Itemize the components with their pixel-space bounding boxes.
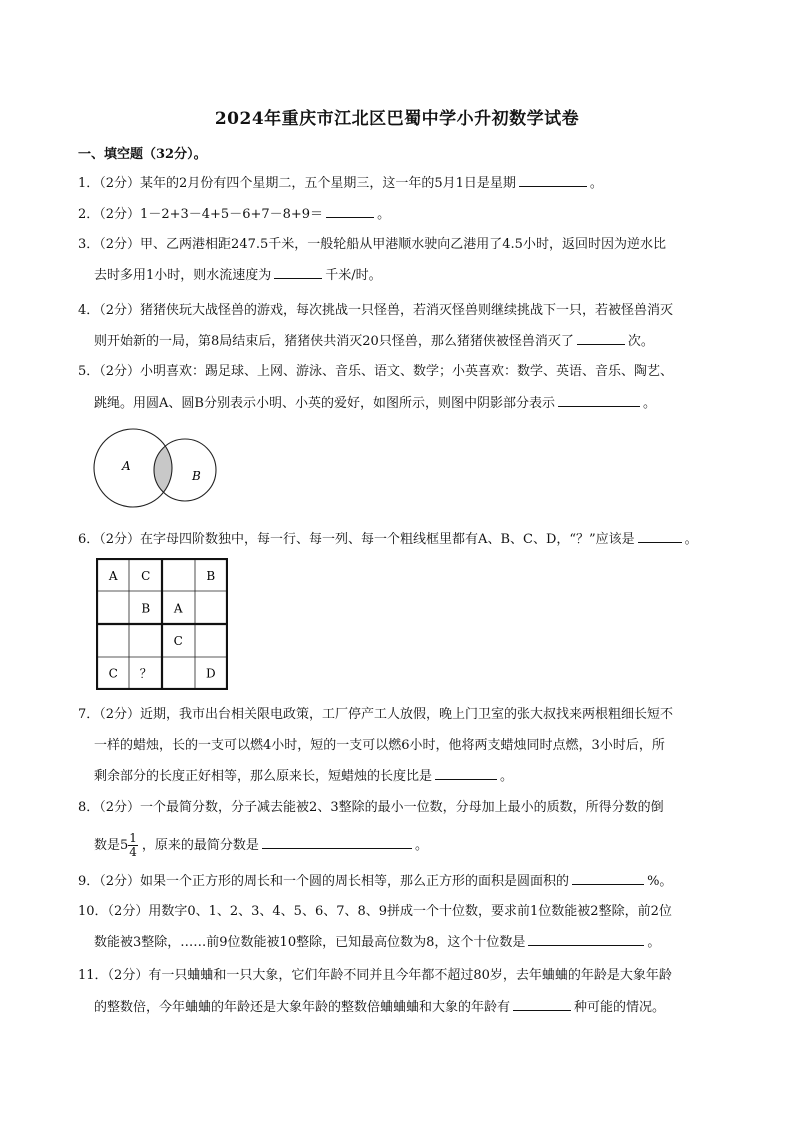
- question-5: [78, 363, 673, 381]
- question-text: 数是5: [94, 838, 129, 853]
- question-text: （2分）1－2+3－4+5－6+7－8+9＝: [99, 207, 324, 222]
- question-text: 数能被3整除，……前9位数能被10整除，已知最高位数为8，这个十位数是: [94, 935, 526, 950]
- question-3-cont: [94, 266, 382, 285]
- mixed-fraction: [128, 832, 138, 859]
- question-4-cont: [94, 332, 654, 351]
- question-number: 7．: [78, 707, 100, 722]
- question-11: [78, 967, 672, 985]
- question-text: ，原来的最简分数是: [141, 838, 259, 853]
- question-text-end: 。: [684, 532, 698, 547]
- question-number: 10．: [78, 904, 108, 919]
- question-text: （2分）在字母四阶数独中，每一行、每一列、每一个粗线框里都有A、B、C、D，“？”应该是: [99, 532, 635, 547]
- question-text: （2分）如果一个正方形的周长和一个圆的周长相等，那么正方形的面积是圆面积的: [99, 874, 570, 889]
- question-number: 4．: [78, 303, 100, 318]
- fraction-denominator: 4: [129, 845, 137, 859]
- question-2: [78, 205, 390, 224]
- answer-blank[interactable]: [638, 530, 682, 543]
- question-5-cont: [94, 394, 656, 413]
- answer-blank[interactable]: [262, 836, 412, 849]
- sudoku-cell: A: [173, 601, 183, 616]
- question-7-cont2: [94, 767, 513, 786]
- answer-blank[interactable]: [274, 266, 322, 279]
- question-text-end: %。: [647, 874, 673, 889]
- question-11-cont: [94, 998, 665, 1017]
- question-8-cont: [94, 831, 428, 861]
- question-text: 剩余部分的长度正好相等，那么原来长，短蜡烛的长度比是: [94, 769, 433, 784]
- question-text: 则开始新的一局，第8局结束后，猪猪侠共消灭20只怪兽，那么猪猪侠被怪兽消灭了: [94, 334, 574, 349]
- question-number: 2．: [78, 207, 100, 222]
- question-number: 9．: [78, 874, 100, 889]
- question-7: [78, 706, 673, 724]
- answer-blank[interactable]: [558, 394, 640, 407]
- question-3: [78, 236, 666, 254]
- question-text-end: 。: [414, 838, 428, 853]
- question-8: [78, 799, 664, 817]
- answer-blank[interactable]: [572, 872, 644, 885]
- question-text-end: 。: [647, 935, 661, 950]
- question-text: （2分）有一只蛐蛐和一只大象，它们年龄不同并且今年都不超过80岁，去年蛐蛐的年龄是大象年龄: [107, 968, 672, 983]
- question-text: （2分）某年的2月份有四个星期二，五个星期三，这一年的5月1日是星期: [99, 176, 516, 191]
- question-text: 的整数倍，今年蛐蛐的年龄还是大象年龄的整数倍蛐蛐蛐和大象的年龄有: [94, 1000, 511, 1015]
- question-number: 3．: [78, 237, 100, 252]
- answer-blank[interactable]: [528, 933, 644, 946]
- question-text: （2分）近期，我市出台相关限电政策，工厂停产工人放假，晚上门卫室的张大叔找来两根粗细长短不: [99, 707, 674, 722]
- answer-blank[interactable]: [435, 767, 497, 780]
- sudoku-cell: D: [205, 666, 216, 681]
- sudoku-cell: C: [108, 666, 118, 681]
- question-text-end: 次。: [627, 334, 654, 349]
- question-number: 8．: [78, 800, 100, 815]
- page-title: 2024年重庆市江北区巴蜀中学小升初数学试卷: [214, 109, 580, 129]
- question-text-end: 。: [589, 176, 603, 191]
- question-6: [78, 530, 698, 549]
- sudoku-cell: A: [108, 568, 118, 583]
- sudoku-cell: C: [173, 633, 183, 648]
- sudoku-cell: B: [206, 568, 216, 583]
- question-7-cont: [94, 737, 665, 755]
- question-text: （2分）小明喜欢：踢足球、上网、游泳、音乐、语文、数学；小英喜欢：数学、英语、音乐、陶艺、: [99, 364, 674, 379]
- question-1: [78, 174, 603, 193]
- question-text: 一样的蜡烛，长的一支可以燃4小时，短的一支可以燃6小时，他将两支蜡烛同时点燃，3小时后，所: [94, 738, 665, 753]
- question-4: [78, 302, 673, 320]
- answer-blank[interactable]: [577, 332, 625, 345]
- question-text: （2分）一个最简分数，分子减去能被2、3整除的最小一位数，分母加上最小的质数，所得分数的倒: [99, 800, 664, 815]
- answer-blank[interactable]: [519, 174, 587, 187]
- question-number: 6．: [78, 532, 100, 547]
- section-heading: 一、填空题（32分）。: [78, 147, 207, 162]
- sudoku-cell: B: [141, 601, 151, 616]
- question-text: （2分）用数字0、1、2、3、4、5、6、7、8、9拼成一个十位数，要求前1位数能被2整除，前2位: [107, 904, 672, 919]
- label-b: B: [192, 469, 201, 483]
- question-text: 跳绳。用圆A、圆B分别表示小明、小英的爱好，如图所示，则图中阴影部分表示: [94, 396, 555, 411]
- question-9: [78, 872, 672, 891]
- sudoku-cell: ？: [139, 666, 152, 681]
- question-number: 5．: [78, 364, 100, 379]
- label-a: A: [122, 459, 131, 473]
- question-number: 11．: [78, 968, 108, 983]
- question-text-end: 。: [642, 396, 656, 411]
- question-text: （2分）猪猪侠玩大战怪兽的游戏，每次挑战一只怪兽，若消灭怪兽则继续挑战下一只，若被怪兽消灭: [99, 303, 674, 318]
- question-text: 去时多用1小时，则水流速度为: [94, 268, 272, 283]
- question-text-end: 。: [500, 769, 514, 784]
- question-10-cont: [94, 933, 660, 952]
- fraction-numerator: 1: [129, 831, 137, 845]
- answer-blank[interactable]: [326, 205, 374, 218]
- question-text-end: 种可能的情况。: [574, 1000, 666, 1015]
- question-text-end: 。: [377, 207, 391, 222]
- question-text: （2分）甲、乙两港相距247.5千米，一般轮船从甲港顺水驶向乙港用了4.5小时，返回时因为逆水比: [99, 237, 666, 252]
- question-text-end: 千米/时。: [325, 268, 382, 283]
- sudoku-grid: [96, 558, 228, 690]
- venn-diagram: [92, 422, 227, 514]
- answer-blank[interactable]: [513, 998, 571, 1011]
- sudoku-cell: C: [141, 568, 151, 583]
- question-number: 1．: [78, 176, 100, 191]
- question-10: [78, 903, 672, 921]
